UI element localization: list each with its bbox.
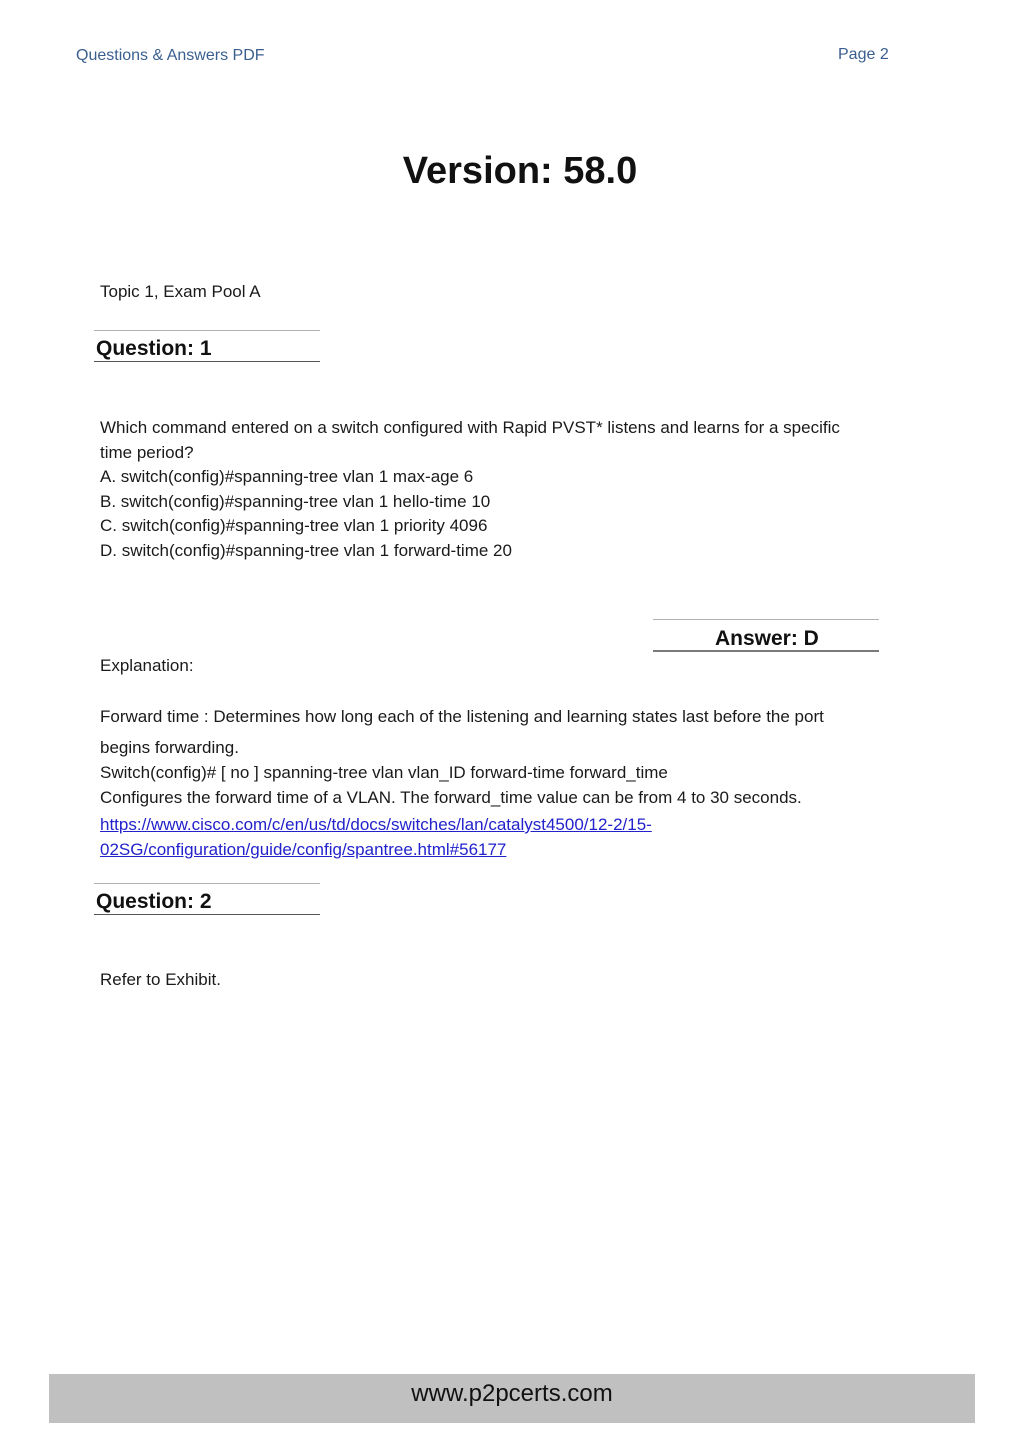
reference-link[interactable] [100,813,800,862]
explanation-line-4: Configures the forward time of a VLAN. The forward_time value can be from 4 to 30 seconds. [100,788,802,807]
explanation-line-2: begins forwarding. [100,738,239,757]
question-1-prompt-line-2: time period? [100,442,194,462]
question-1-heading-text: Question: 1 [96,337,212,360]
page-number: Page 2 [838,46,889,63]
option-a: A. switch(config)#spanning-tree vlan 1 max-age 6 [100,467,474,486]
question-2-heading-text: Question: 2 [96,890,212,913]
question-2-heading [94,883,320,915]
question-1-heading [94,330,320,362]
answer-text: Answer: D [715,627,819,650]
reference-link-line-1[interactable]: https://www.cisco.com/c/en/us/td/docs/switches/lan/catalyst4500/12-2/15- [100,815,652,834]
topic-label: Topic 1, Exam Pool A [100,282,261,301]
footer-bar [49,1374,975,1423]
question-1-prompt-line-1: Which command entered on a switch configured with Rapid PVST* listens and learns for a specific [100,418,840,437]
explanation-line-3: Switch(config)# [ no ] spanning-tree vlan vlan_ID forward-time forward_time [100,763,668,782]
reference-link-line-2[interactable]: 02SG/configuration/guide/config/spantree.html#56177 [100,839,507,859]
answer-box [653,619,879,652]
explanation-line-1: Forward time : Determines how long each of the listening and learning states last before the port [100,707,824,726]
version-title: Version: 58.0 [402,150,638,192]
header-title: Questions & Answers PDF [76,47,265,64]
option-c: C. switch(config)#spanning-tree vlan 1 priority 4096 [100,516,488,535]
footer-website: www.p2pcerts.com [411,1380,613,1407]
option-b: B. switch(config)#spanning-tree vlan 1 hello-time 10 [100,491,491,511]
option-d: D. switch(config)#spanning-tree vlan 1 forward-time 20 [100,540,512,560]
question-1-body [100,416,950,563]
question-2-prompt: Refer to Exhibit. [100,970,221,989]
explanation-label: Explanation: [100,656,194,675]
